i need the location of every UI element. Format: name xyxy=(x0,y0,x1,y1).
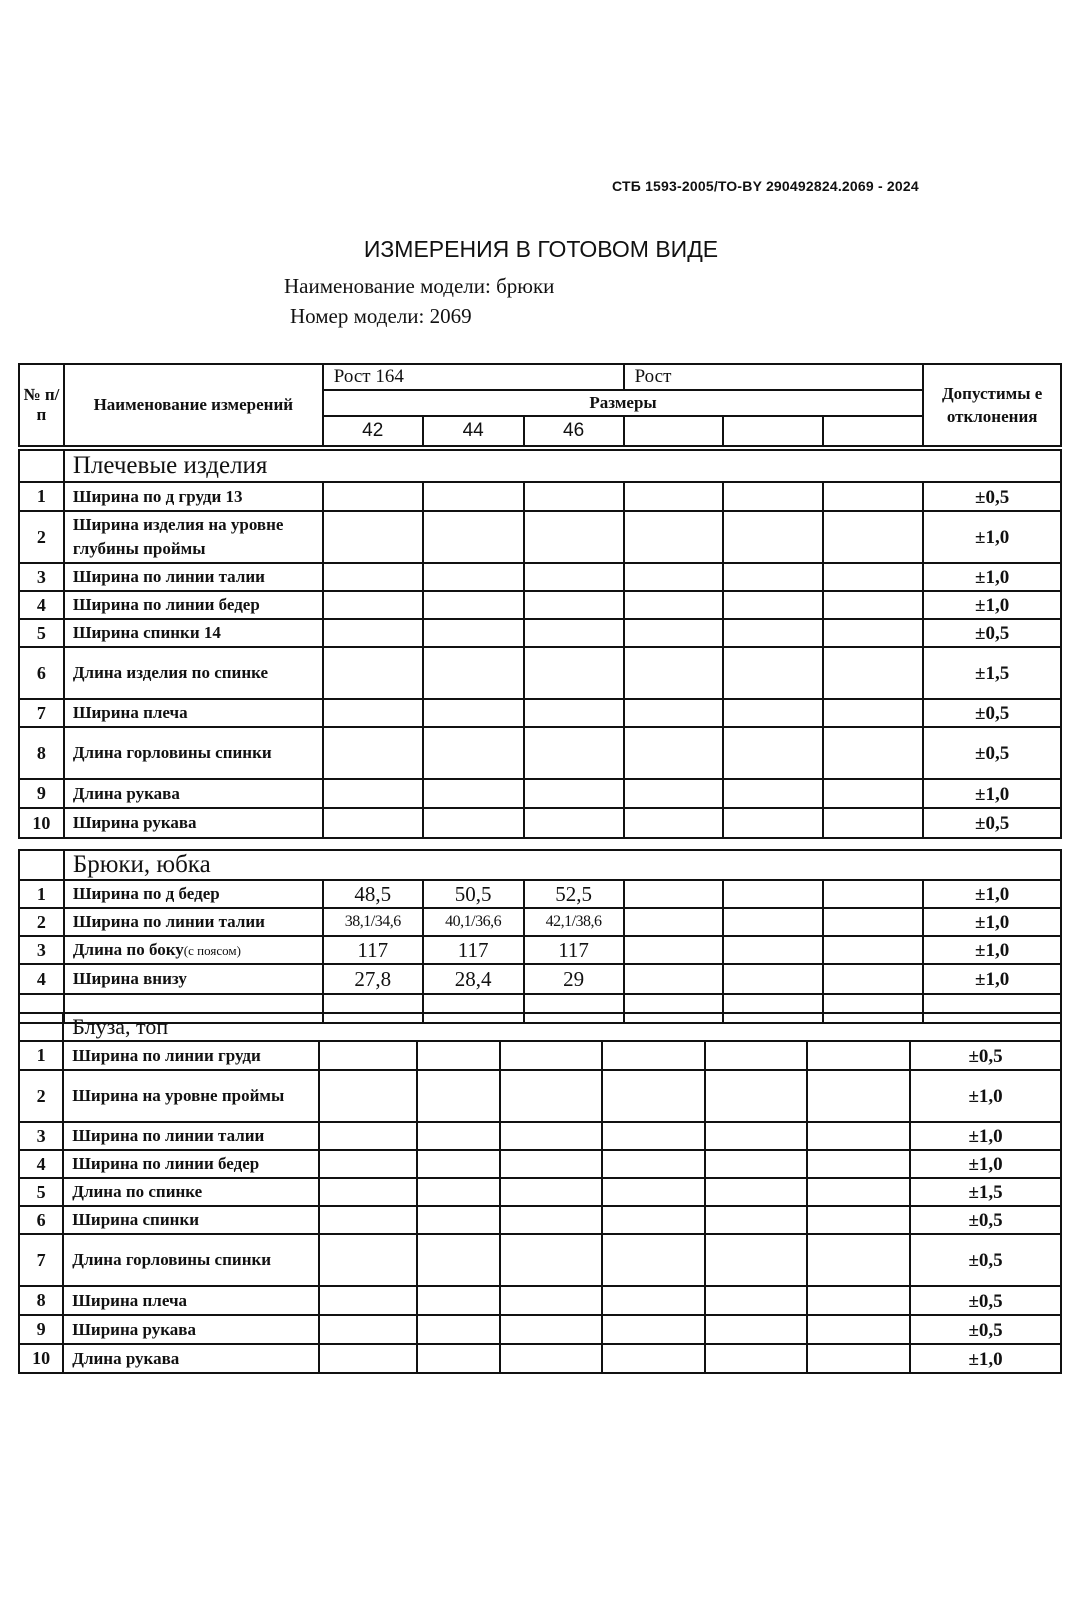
row-name: Ширина по линии талии xyxy=(63,1122,318,1150)
value-cell xyxy=(323,727,423,779)
row-name: Длина по спинке xyxy=(63,1178,318,1206)
value-cell xyxy=(705,1041,808,1070)
value-cell xyxy=(723,908,823,936)
row-number: 1 xyxy=(19,482,64,511)
tolerance-cell: ±0,5 xyxy=(910,1315,1061,1344)
value-cell xyxy=(417,1070,499,1122)
document-title: ИЗМЕРЕНИЯ В ГОТОВОМ ВИДЕ xyxy=(363,236,719,262)
header-height-1: Рост 164 xyxy=(323,364,624,390)
value-cell xyxy=(423,619,524,647)
section-title: Брюки, юбка xyxy=(64,850,1061,880)
row-name: Ширина спинки xyxy=(63,1206,318,1234)
value-cell xyxy=(500,1070,603,1122)
tolerance-cell: ±0,5 xyxy=(923,699,1061,727)
row-name: Ширина по линии талии xyxy=(64,908,323,936)
value-cell xyxy=(500,1041,603,1070)
value-cell xyxy=(423,563,524,591)
value-cell xyxy=(319,1070,418,1122)
value-cell xyxy=(423,482,524,511)
value-cell xyxy=(602,1150,705,1178)
value-cell xyxy=(823,699,923,727)
value-cell xyxy=(319,1234,418,1286)
row-name: Ширина на уровне проймы xyxy=(63,1070,318,1122)
value-cell xyxy=(723,699,823,727)
tolerance-cell: ±1,5 xyxy=(910,1178,1061,1206)
table-row xyxy=(19,1206,1061,1234)
row-name: Ширина плеча xyxy=(63,1286,318,1315)
value-cell: 40,1/36,6 xyxy=(423,908,524,936)
row-name: Длина горловины спинки xyxy=(63,1234,318,1286)
row-number: 7 xyxy=(19,1234,63,1286)
value-cell xyxy=(807,1041,910,1070)
tolerance-cell: ±1,0 xyxy=(923,936,1061,964)
table-row xyxy=(19,1041,1061,1070)
value-cell xyxy=(723,964,823,994)
document-code: СТБ 1593-2005/ТО-BY 290492824.2069 - 2024 xyxy=(612,178,919,194)
row-number: 10 xyxy=(19,1344,63,1373)
header-size-cell xyxy=(624,416,724,446)
table-row xyxy=(19,1344,1061,1373)
table-row xyxy=(19,1122,1061,1150)
table-row xyxy=(19,964,1061,994)
value-cell xyxy=(602,1344,705,1373)
section-title: Блуза, топ xyxy=(63,1013,1061,1041)
value-cell xyxy=(417,1234,499,1286)
value-cell: 29 xyxy=(524,964,624,994)
value-cell xyxy=(823,511,923,563)
value-cell xyxy=(423,779,524,808)
row-number: 3 xyxy=(19,936,64,964)
value-cell xyxy=(624,563,724,591)
value-cell xyxy=(323,563,423,591)
value-cell xyxy=(823,563,923,591)
tolerance-cell: ±1,0 xyxy=(923,563,1061,591)
value-cell xyxy=(807,1206,910,1234)
value-cell xyxy=(423,727,524,779)
value-cell xyxy=(602,1206,705,1234)
tolerance-cell: ±0,5 xyxy=(923,619,1061,647)
row-number: 4 xyxy=(19,1150,63,1178)
row-name: Ширина рукава xyxy=(63,1315,318,1344)
value-cell xyxy=(705,1286,808,1315)
value-cell: 42,1/38,6 xyxy=(524,908,624,936)
table-row xyxy=(19,699,1061,727)
tolerance-cell: ±1,0 xyxy=(923,880,1061,908)
row-number: 6 xyxy=(19,1206,63,1234)
value-cell xyxy=(723,619,823,647)
value-cell xyxy=(417,1344,499,1373)
value-cell xyxy=(723,591,823,619)
tolerance-cell: ±1,0 xyxy=(910,1150,1061,1178)
value-cell xyxy=(807,1286,910,1315)
value-cell xyxy=(524,779,624,808)
value-cell: 27,8 xyxy=(323,964,423,994)
value-cell xyxy=(500,1234,603,1286)
table-row xyxy=(19,727,1061,779)
header-size-cell: 46 xyxy=(524,416,624,446)
row-number: 8 xyxy=(19,1286,63,1315)
value-cell xyxy=(624,880,724,908)
value-cell xyxy=(500,1344,603,1373)
value-cell xyxy=(323,619,423,647)
tolerance-cell: ±0,5 xyxy=(923,727,1061,779)
value-cell xyxy=(524,511,624,563)
table-row xyxy=(19,1234,1061,1286)
table-row xyxy=(19,1150,1061,1178)
value-cell xyxy=(500,1122,603,1150)
table-row xyxy=(19,1286,1061,1315)
value-cell xyxy=(624,591,724,619)
value-cell: 38,1/34,6 xyxy=(323,908,423,936)
value-cell: 117 xyxy=(423,936,524,964)
value-cell xyxy=(624,808,724,838)
value-cell xyxy=(524,699,624,727)
row-name-note: (с поясом) xyxy=(183,942,241,958)
row-name: Ширина спинки 14 xyxy=(64,619,323,647)
section-trousers-skirt xyxy=(18,849,1062,1024)
value-cell: 117 xyxy=(323,936,423,964)
value-cell xyxy=(500,1150,603,1178)
value-cell xyxy=(524,727,624,779)
table-row xyxy=(19,563,1061,591)
value-cell xyxy=(319,1041,418,1070)
value-cell xyxy=(723,482,823,511)
value-cell xyxy=(417,1286,499,1315)
row-name: Ширина по д груди 13 xyxy=(64,482,323,511)
row-name: Ширина изделия на уровне глубины проймы xyxy=(64,511,323,563)
value-cell xyxy=(807,1070,910,1122)
value-cell xyxy=(319,1178,418,1206)
row-name: Ширина рукава xyxy=(64,808,323,838)
table-row xyxy=(19,482,1061,511)
value-cell xyxy=(500,1178,603,1206)
table-row xyxy=(19,1315,1061,1344)
value-cell xyxy=(524,619,624,647)
row-name: Ширина по линии бедер xyxy=(64,591,323,619)
value-cell xyxy=(705,1344,808,1373)
table-row xyxy=(19,1178,1061,1206)
tolerance-cell: ±1,0 xyxy=(923,964,1061,994)
row-number: 9 xyxy=(19,1315,63,1344)
row-name: Ширина по линии бедер xyxy=(63,1150,318,1178)
value-cell xyxy=(417,1315,499,1344)
value-cell xyxy=(705,1122,808,1150)
value-cell xyxy=(524,647,624,699)
row-number: 2 xyxy=(19,1070,63,1122)
value-cell xyxy=(723,808,823,838)
value-cell xyxy=(323,647,423,699)
tolerance-cell: ±0,5 xyxy=(923,808,1061,838)
value-cell xyxy=(323,699,423,727)
row-number: 1 xyxy=(19,880,64,908)
value-cell xyxy=(823,482,923,511)
row-number: 2 xyxy=(19,908,64,936)
value-cell xyxy=(823,779,923,808)
value-cell xyxy=(705,1150,808,1178)
value-cell xyxy=(319,1286,418,1315)
row-number: 2 xyxy=(19,511,64,563)
header-number: № п/ п xyxy=(19,364,64,446)
section-blank-cell xyxy=(19,1013,63,1041)
row-name: Ширина по линии груди xyxy=(63,1041,318,1070)
value-cell xyxy=(624,964,724,994)
value-cell xyxy=(723,936,823,964)
tolerance-cell: ±0,5 xyxy=(910,1286,1061,1315)
value-cell xyxy=(500,1206,603,1234)
row-number: 6 xyxy=(19,647,64,699)
row-name-text: Длина по боку xyxy=(72,939,184,959)
value-cell xyxy=(602,1286,705,1315)
value-cell xyxy=(417,1178,499,1206)
tolerance-cell: ±0,5 xyxy=(910,1206,1061,1234)
table-row xyxy=(19,880,1061,908)
value-cell xyxy=(524,591,624,619)
section-blank-cell xyxy=(19,850,64,880)
value-cell xyxy=(723,563,823,591)
section-shoulder-items xyxy=(18,449,1062,839)
tolerance-cell: ±1,0 xyxy=(923,779,1061,808)
tolerance-cell: ±1,0 xyxy=(923,908,1061,936)
value-cell xyxy=(624,511,724,563)
value-cell xyxy=(423,699,524,727)
table-row xyxy=(19,511,1061,563)
value-cell xyxy=(823,727,923,779)
row-number: 8 xyxy=(19,727,64,779)
value-cell xyxy=(823,908,923,936)
row-number: 1 xyxy=(19,1041,63,1070)
value-cell xyxy=(705,1234,808,1286)
value-cell xyxy=(624,699,724,727)
value-cell xyxy=(823,647,923,699)
value-cell xyxy=(602,1178,705,1206)
row-number: 9 xyxy=(19,779,64,808)
value-cell xyxy=(323,591,423,619)
value-cell xyxy=(319,1344,418,1373)
value-cell: 117 xyxy=(524,936,624,964)
value-cell xyxy=(624,908,724,936)
row-number: 10 xyxy=(19,808,64,838)
row-name: Ширина внизу xyxy=(64,964,323,994)
value-cell: 28,4 xyxy=(423,964,524,994)
value-cell xyxy=(823,936,923,964)
value-cell xyxy=(319,1315,418,1344)
value-cell xyxy=(807,1150,910,1178)
value-cell xyxy=(723,880,823,908)
section-title: Плечевые изделия xyxy=(64,450,1061,482)
table-header xyxy=(18,363,1062,447)
tolerance-cell: ±1,0 xyxy=(910,1344,1061,1373)
row-name: Длина рукава xyxy=(63,1344,318,1373)
value-cell xyxy=(807,1234,910,1286)
value-cell xyxy=(602,1315,705,1344)
row-number: 3 xyxy=(19,563,64,591)
tolerance-cell: ±1,5 xyxy=(923,647,1061,699)
header-height-2: Рост xyxy=(624,364,924,390)
tolerance-cell: ±1,0 xyxy=(910,1070,1061,1122)
value-cell xyxy=(323,511,423,563)
value-cell xyxy=(807,1122,910,1150)
value-cell xyxy=(423,647,524,699)
value-cell xyxy=(319,1206,418,1234)
tolerance-cell: ±1,0 xyxy=(923,511,1061,563)
value-cell xyxy=(807,1315,910,1344)
value-cell xyxy=(417,1206,499,1234)
value-cell xyxy=(323,808,423,838)
row-name: Длина изделия по спинке xyxy=(64,647,323,699)
value-cell: 52,5 xyxy=(524,880,624,908)
table-row xyxy=(19,779,1061,808)
tolerance-cell: ±0,5 xyxy=(910,1234,1061,1286)
table-row xyxy=(19,647,1061,699)
value-cell xyxy=(524,482,624,511)
table-row xyxy=(19,936,1061,964)
tolerance-cell: ±1,0 xyxy=(910,1122,1061,1150)
value-cell xyxy=(723,727,823,779)
value-cell xyxy=(500,1315,603,1344)
value-cell xyxy=(624,936,724,964)
value-cell xyxy=(705,1315,808,1344)
value-cell xyxy=(723,647,823,699)
row-number: 5 xyxy=(19,619,64,647)
value-cell xyxy=(417,1122,499,1150)
value-cell xyxy=(602,1122,705,1150)
value-cell: 50,5 xyxy=(423,880,524,908)
header-sizes: Размеры xyxy=(323,390,924,416)
row-number: 4 xyxy=(19,591,64,619)
value-cell xyxy=(323,779,423,808)
value-cell xyxy=(524,808,624,838)
value-cell xyxy=(524,563,624,591)
row-name: Длина горловины спинки xyxy=(64,727,323,779)
value-cell xyxy=(705,1178,808,1206)
value-cell xyxy=(823,880,923,908)
value-cell xyxy=(624,619,724,647)
value-cell xyxy=(624,727,724,779)
value-cell xyxy=(417,1150,499,1178)
value-cell xyxy=(823,619,923,647)
value-cell xyxy=(319,1122,418,1150)
row-number: 3 xyxy=(19,1122,63,1150)
row-number: 7 xyxy=(19,699,64,727)
value-cell xyxy=(423,591,524,619)
table-row xyxy=(19,1070,1061,1122)
tolerance-cell: ±1,0 xyxy=(923,591,1061,619)
row-name: Длина рукава xyxy=(64,779,323,808)
value-cell xyxy=(602,1041,705,1070)
section-blank-cell xyxy=(19,450,64,482)
row-name xyxy=(64,936,323,964)
value-cell xyxy=(323,482,423,511)
value-cell xyxy=(807,1344,910,1373)
value-cell xyxy=(624,779,724,808)
value-cell xyxy=(319,1150,418,1178)
tolerance-cell: ±0,5 xyxy=(910,1041,1061,1070)
row-name: Ширина по линии талии xyxy=(64,563,323,591)
header-size-cell: 42 xyxy=(323,416,423,446)
value-cell xyxy=(602,1234,705,1286)
model-name: Наименование модели: брюки xyxy=(284,274,555,298)
header-tolerance: Допустимы е отклонения xyxy=(923,364,1061,446)
value-cell xyxy=(705,1206,808,1234)
value-cell xyxy=(823,808,923,838)
header-size-cell xyxy=(723,416,823,446)
value-cell xyxy=(807,1178,910,1206)
table-row xyxy=(19,908,1061,936)
value-cell xyxy=(723,779,823,808)
value-cell xyxy=(823,964,923,994)
section-blouse-top xyxy=(18,1012,1062,1374)
model-number: Номер модели: 2069 xyxy=(290,304,472,328)
row-number: 4 xyxy=(19,964,64,994)
header-measurement-name: Наименование измерений xyxy=(64,364,323,446)
row-number: 5 xyxy=(19,1178,63,1206)
value-cell xyxy=(723,511,823,563)
header-size-cell xyxy=(823,416,923,446)
row-name: Ширина плеча xyxy=(64,699,323,727)
row-name: Ширина по д бедер xyxy=(64,880,323,908)
value-cell xyxy=(500,1286,603,1315)
value-cell xyxy=(423,511,524,563)
tolerance-cell: ±0,5 xyxy=(923,482,1061,511)
value-cell: 48,5 xyxy=(323,880,423,908)
value-cell xyxy=(705,1070,808,1122)
value-cell xyxy=(823,591,923,619)
header-size-cell: 44 xyxy=(423,416,524,446)
table-row xyxy=(19,619,1061,647)
table-row xyxy=(19,591,1061,619)
table-row xyxy=(19,808,1061,838)
value-cell xyxy=(417,1041,499,1070)
value-cell xyxy=(624,647,724,699)
value-cell xyxy=(624,482,724,511)
value-cell xyxy=(423,808,524,838)
value-cell xyxy=(602,1070,705,1122)
